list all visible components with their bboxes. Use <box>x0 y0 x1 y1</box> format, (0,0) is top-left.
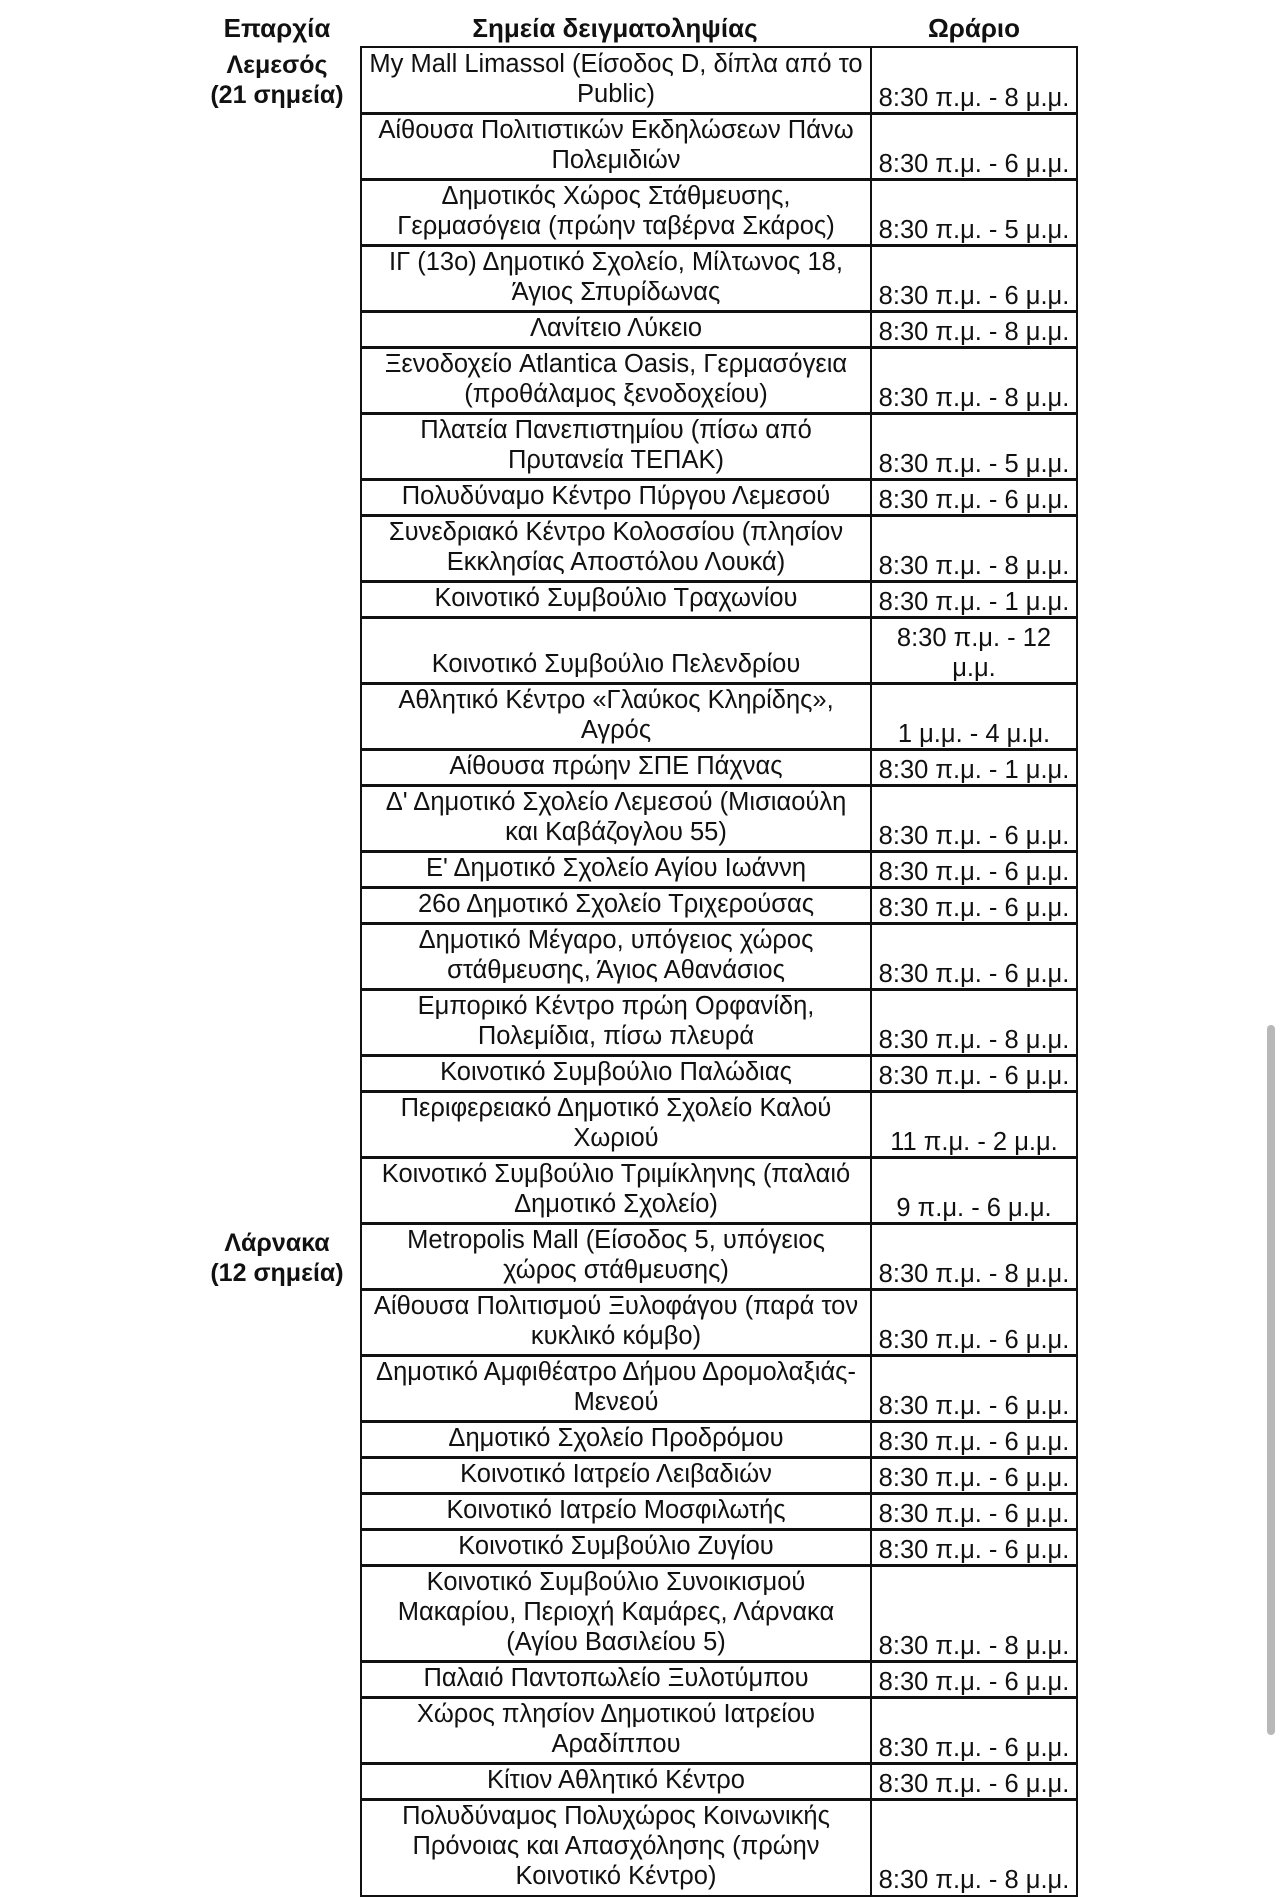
location-cell: Κοινοτικό Συμβούλιο Παλώδιας <box>362 1056 872 1091</box>
table-row <box>360 1660 1078 1699</box>
hours-cell: 8:30 π.μ. - 12 μ.μ. <box>896 623 1052 682</box>
table-row <box>360 1528 1078 1567</box>
table-row <box>360 748 1078 787</box>
hours-cell: 8:30 π.μ. - 8 μ.μ. <box>878 1865 1070 1894</box>
hours-cell: 8:30 π.μ. - 6 μ.μ. <box>878 485 1070 514</box>
hours-cell: 8:30 π.μ. - 6 μ.μ. <box>878 857 1070 886</box>
location-cell: Συνεδριακό Κέντρο Κολοσσίου (πλησίον Εκκλησίας Αποστόλου Λουκά) <box>362 516 872 581</box>
hours-cell: 8:30 π.μ. - 8 μ.μ. <box>878 383 1070 412</box>
location-cell: Χώρος πλησίον Δημοτικού Ιατρείου Αραδίππου <box>362 1698 872 1763</box>
hours-cell: 1 μ.μ. - 4 μ.μ. <box>897 719 1051 748</box>
location-cell: My Mall Limassol (Είσοδος D, δίπλα από το Public) <box>362 48 872 113</box>
table-row <box>360 310 1078 349</box>
region-count: (21 σημεία) <box>210 81 344 109</box>
table-row <box>360 784 1078 853</box>
hours-cell: 8:30 π.μ. - 5 μ.μ. <box>878 449 1070 478</box>
table-row <box>360 1456 1078 1495</box>
hours-cell: 8:30 π.μ. - 8 μ.μ. <box>878 83 1070 112</box>
table-row <box>360 412 1078 481</box>
hours-cell: 8:30 π.μ. - 6 μ.μ. <box>878 1325 1070 1354</box>
table-row <box>360 1354 1078 1423</box>
hours-cell: 8:30 π.μ. - 6 μ.μ. <box>878 821 1070 850</box>
location-cell: Αίθουσα Πολιτισμού Ξυλοφάγου (παρά τον κυκλικό κόμβο) <box>362 1290 872 1355</box>
table-row <box>360 1762 1078 1801</box>
location-cell: Δημοτικό Σχολείο Προδρόμου <box>362 1422 872 1457</box>
location-cell: Κοινοτικό Συμβούλιο Τραχωνίου <box>362 582 872 617</box>
hours-cell: 8:30 π.μ. - 8 μ.μ. <box>878 551 1070 580</box>
table-row <box>360 886 1078 925</box>
location-cell: Δημοτικό Μέγαρο, υπόγειος χώρος στάθμευσης, Άγιος Αθανάσιος <box>362 924 872 989</box>
table-row <box>360 1564 1078 1663</box>
hours-cell: 9 π.μ. - 6 μ.μ. <box>896 1193 1052 1222</box>
hours-cell: 8:30 π.μ. - 6 μ.μ. <box>878 1499 1070 1528</box>
hours-cell: 8:30 π.μ. - 6 μ.μ. <box>878 1535 1070 1564</box>
region-limassol <box>200 50 354 110</box>
location-cell: Κοινοτικό Συμβούλιο Συνοικισμού Μακαρίου, Περιοχή Καμάρες, Λάρνακα (Αγίου Βασιλείου 5) <box>362 1566 872 1661</box>
hours-cell: 11 π.μ. - 2 μ.μ. <box>890 1127 1058 1156</box>
location-cell: Αίθουσα πρώην ΣΠΕ Πάχνας <box>362 750 872 785</box>
table-row <box>360 244 1078 313</box>
hours-cell: 8:30 π.μ. - 8 μ.μ. <box>878 317 1070 346</box>
scrollbar[interactable] <box>1267 1025 1275 1735</box>
region-count: (12 σημεία) <box>210 1259 344 1287</box>
table-row <box>360 346 1078 415</box>
table-row <box>360 46 1078 115</box>
location-cell: Ε' Δημοτικό Σχολείο Αγίου Ιωάννη <box>362 852 872 887</box>
hours-cell: 8:30 π.μ. - 5 μ.μ. <box>878 215 1070 244</box>
table-row <box>360 1420 1078 1459</box>
header-region: Επαρχία <box>223 13 331 43</box>
location-cell: Κοινοτικό Ιατρείο Λειβαδιών <box>362 1458 872 1493</box>
table-row <box>360 616 1078 685</box>
hours-cell: 8:30 π.μ. - 6 μ.μ. <box>878 1769 1070 1798</box>
table-row <box>360 850 1078 889</box>
region-name: Λάρνακα <box>224 1229 330 1257</box>
hours-cell: 8:30 π.μ. - 6 μ.μ. <box>878 281 1070 310</box>
table-row <box>360 922 1078 991</box>
table-row <box>360 514 1078 583</box>
location-cell: Κοινοτικό Συμβούλιο Ζυγίου <box>362 1530 872 1565</box>
table-row <box>360 682 1078 751</box>
hours-cell: 8:30 π.μ. - 8 μ.μ. <box>878 1631 1070 1660</box>
location-cell: Λανίτειο Λύκειο <box>362 312 872 347</box>
location-cell: Πλατεία Πανεπιστημίου (πίσω από Πρυτανεία ΤΕΠΑΚ) <box>362 414 872 479</box>
location-cell: Πολυδύναμος Πολυχώρος Κοινωνικής Πρόνοιας και Απασχόλησης (πρώην Κοινοτικό Κέντρο) <box>362 1800 872 1895</box>
hours-cell: 8:30 π.μ. - 8 μ.μ. <box>878 1025 1070 1054</box>
hours-cell: 8:30 π.μ. - 6 μ.μ. <box>878 1463 1070 1492</box>
table-row <box>360 1492 1078 1531</box>
location-cell: 26ο Δημοτικό Σχολείο Τριχερούσας <box>362 888 872 923</box>
hours-cell: 8:30 π.μ. - 6 μ.μ. <box>878 893 1070 922</box>
hours-cell: 8:30 π.μ. - 6 μ.μ. <box>878 959 1070 988</box>
hours-cell: 8:30 π.μ. - 6 μ.μ. <box>878 149 1070 178</box>
table-row <box>360 1222 1078 1291</box>
header-location: Σημεία δειγματοληψίας <box>472 13 758 43</box>
table-row <box>360 478 1078 517</box>
location-cell: Εμπορικό Κέντρο πρώη Ορφανίδη, Πολεμίδια, πίσω πλευρά <box>362 990 872 1055</box>
location-cell: Metropolis Mall (Είσοδος 5, υπόγειος χώρος στάθμευσης) <box>362 1224 872 1289</box>
table-row <box>360 1798 1078 1897</box>
location-cell: Κοινοτικό Ιατρείο Μοσφιλωτής <box>362 1494 872 1529</box>
hours-cell: 8:30 π.μ. - 6 μ.μ. <box>878 1391 1070 1420</box>
location-cell: Δημοτικό Αμφιθέατρο Δήμου Δρομολαξιάς- Μενεού <box>362 1356 872 1421</box>
location-cell: Κίτιον Αθλητικό Κέντρο <box>362 1764 872 1799</box>
hours-cell: 8:30 π.μ. - 1 μ.μ. <box>878 587 1070 616</box>
table-row <box>360 1696 1078 1765</box>
hours-cell: 8:30 π.μ. - 6 μ.μ. <box>878 1427 1070 1456</box>
region-name: Λεμεσός <box>226 51 328 79</box>
table-row <box>360 112 1078 181</box>
table-row <box>360 988 1078 1057</box>
location-cell: ΙΓ (13ο) Δημοτικό Σχολείο, Μίλτωνος 18, Άγιος Σπυρίδωνας <box>362 246 872 311</box>
table-row <box>360 1090 1078 1159</box>
region-larnaca <box>200 1228 354 1288</box>
location-cell: Δημοτικός Χώρος Στάθμευσης, Γερμασόγεια (πρώην ταβέρνα Σκάρος) <box>362 180 872 245</box>
location-cell: Αθλητικό Κέντρο «Γλαύκος Κληρίδης», Αγρός <box>362 684 872 749</box>
location-cell: Ξενοδοχείο Atlantica Oasis, Γερμασόγεια (προθάλαμος ξενοδοχείου) <box>362 348 872 413</box>
location-cell: Αίθουσα Πολιτιστικών Εκδηλώσεων Πάνω Πολεμιδιών <box>362 114 872 179</box>
location-cell: Δ' Δημοτικό Σχολείο Λεμεσού (Μισιαούλη και Καβάζογλου 55) <box>362 786 872 851</box>
hours-cell: 8:30 π.μ. - 8 μ.μ. <box>878 1259 1070 1288</box>
location-cell: Κοινοτικό Συμβούλιο Πελενδρίου <box>362 618 872 683</box>
table-row <box>360 1156 1078 1225</box>
hours-cell: 8:30 π.μ. - 6 μ.μ. <box>878 1667 1070 1696</box>
table-row <box>360 1054 1078 1093</box>
location-cell: Παλαιό Παντοπωλείο Ξυλοτύμπου <box>362 1662 872 1697</box>
table-row <box>360 580 1078 619</box>
hours-cell: 8:30 π.μ. - 1 μ.μ. <box>878 755 1070 784</box>
hours-cell: 8:30 π.μ. - 6 μ.μ. <box>878 1061 1070 1090</box>
table-row <box>360 178 1078 247</box>
table-row <box>360 1288 1078 1357</box>
location-cell: Πολυδύναμο Κέντρο Πύργου Λεμεσού <box>362 480 872 515</box>
location-cell: Κοινοτικό Συμβούλιο Τριμίκληνης (παλαιό Δημοτικό Σχολείο) <box>362 1158 872 1223</box>
header-hours: Ωράριο <box>927 13 1021 43</box>
hours-cell: 8:30 π.μ. - 6 μ.μ. <box>878 1733 1070 1762</box>
location-cell: Περιφερειακό Δημοτικό Σχολείο Καλού Χωριού <box>362 1092 872 1157</box>
